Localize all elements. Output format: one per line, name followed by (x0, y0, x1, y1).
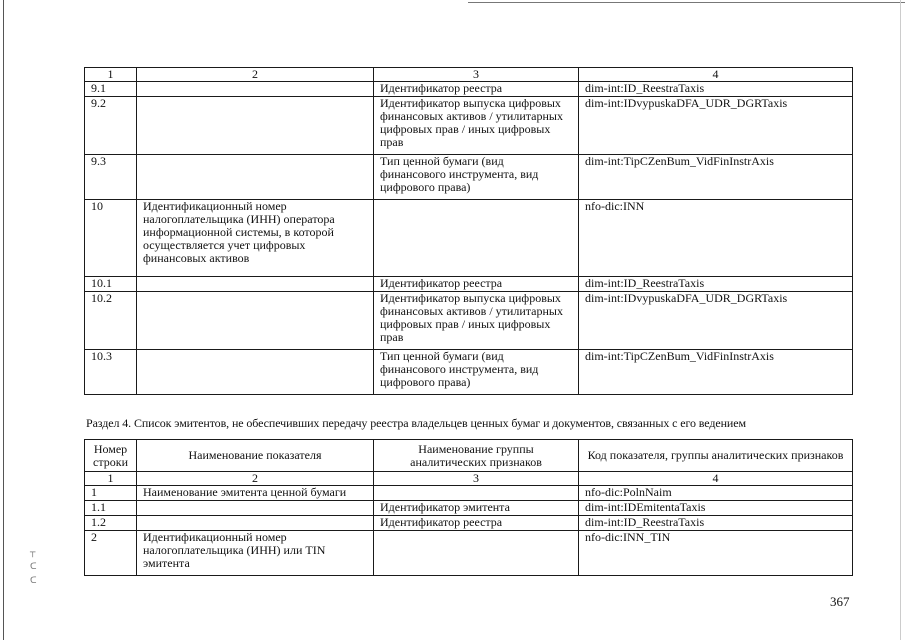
scan-left-edge (3, 0, 4, 640)
scan-right-edge (900, 0, 901, 640)
col-num-2: 2 (137, 68, 374, 82)
indicator-name: Наименование эмитента ценной бумаги (137, 486, 374, 501)
indicator-name: Идентификационный номер налогоплательщика (ИНН) оператора информационной системы, в которой осуществляется учет цифровых финансовых активов (137, 200, 374, 277)
analytic-group-name: Тип ценной бумаги (вид финансового инструмента, вид цифрового права) (374, 155, 579, 200)
row-number: 9.3 (85, 155, 137, 200)
page-number: 367 (830, 594, 850, 609)
analytic-group-name: Тип ценной бумаги (вид финансового инструмента, вид цифрового права) (374, 350, 579, 395)
row-number: 10.2 (85, 292, 137, 350)
col-num-2: 2 (137, 472, 374, 486)
col-num-4: 4 (579, 68, 853, 82)
row-number: 1 (85, 486, 137, 501)
column-number-row (85, 472, 853, 486)
analytic-group-name: Идентификатор выпуска цифровых финансовых активов / утилитарных цифровых прав / иных цифровых прав (374, 97, 579, 155)
indicator-code: dim-int:ID_ReestraTaxis (579, 82, 853, 97)
table-row (85, 155, 853, 200)
section-4-title: Раздел 4. Список эмитентов, не обеспечивших передачу реестра владельцев ценных бумаг и документов, связанных с его ведением (86, 416, 746, 430)
col-num-3: 3 (374, 68, 579, 82)
col-num-3: 3 (374, 472, 579, 486)
indicator-code: dim-int:TipCZenBum_VidFinInstrAxis (579, 350, 853, 395)
indicator-name: Идентификационный номер налогоплательщика (ИНН) или TIN эмитента (137, 531, 374, 576)
scan-margin-mark: ᑕ (30, 562, 37, 572)
table-row (85, 277, 853, 292)
header-indicator-code: Код показателя, группы аналитических признаков (579, 440, 853, 472)
indicator-name (137, 155, 374, 200)
row-number: 10 (85, 200, 137, 277)
row-number: 1.2 (85, 516, 137, 531)
indicator-code: dim-int:ID_ReestraTaxis (579, 516, 853, 531)
table-row (85, 486, 853, 501)
indicator-name (137, 292, 374, 350)
indicators-table-section4 (84, 439, 853, 576)
table-row (85, 292, 853, 350)
table-row (85, 97, 853, 155)
row-number: 10.1 (85, 277, 137, 292)
indicator-name (137, 516, 374, 531)
table-row (85, 82, 853, 97)
row-number: 2 (85, 531, 137, 576)
scan-margin-mark: ᑕ (30, 576, 37, 586)
indicator-name (137, 277, 374, 292)
column-number-row (85, 68, 853, 82)
row-number: 1.1 (85, 501, 137, 516)
header-indicator-name: Наименование показателя (137, 440, 374, 472)
analytic-group-name: Идентификатор реестра (374, 82, 579, 97)
col-num-4: 4 (579, 472, 853, 486)
indicator-code: nfo-dic:INN_TIN (579, 531, 853, 576)
table-row (85, 501, 853, 516)
indicator-name (137, 82, 374, 97)
scan-margin-mark: ┬ (30, 548, 36, 558)
indicator-code: nfo-dic:INN (579, 200, 853, 277)
indicator-name (137, 501, 374, 516)
scan-top-edge (468, 2, 905, 3)
header-row (85, 440, 853, 472)
header-analytic-group: Наименование группы аналитических признаков (374, 440, 579, 472)
table-row (85, 200, 853, 277)
indicator-name (137, 350, 374, 395)
table-row (85, 516, 853, 531)
analytic-group-name: Идентификатор выпуска цифровых финансовых активов / утилитарных цифровых прав / иных цифровых прав (374, 292, 579, 350)
analytic-group-name: Идентификатор реестра (374, 516, 579, 531)
analytic-group-name: Идентификатор реестра (374, 277, 579, 292)
analytic-group-name (374, 531, 579, 576)
indicator-name (137, 97, 374, 155)
row-number: 9.2 (85, 97, 137, 155)
table-row (85, 350, 853, 395)
indicator-code: dim-int:ID_ReestraTaxis (579, 277, 853, 292)
row-number: 10.3 (85, 350, 137, 395)
table-row (85, 531, 853, 576)
col-num-1: 1 (85, 68, 137, 82)
row-number: 9.1 (85, 82, 137, 97)
header-row-number: Номер строки (85, 440, 137, 472)
indicator-code: dim-int:TipCZenBum_VidFinInstrAxis (579, 155, 853, 200)
indicator-code: nfo-dic:PolnNaim (579, 486, 853, 501)
indicator-code: dim-int:IDEmitentaTaxis (579, 501, 853, 516)
analytic-group-name (374, 486, 579, 501)
indicator-code: dim-int:IDvypuskaDFA_UDR_DGRTaxis (579, 97, 853, 155)
analytic-group-name (374, 200, 579, 277)
analytic-group-name: Идентификатор эмитента (374, 501, 579, 516)
indicator-code: dim-int:IDvypuskaDFA_UDR_DGRTaxis (579, 292, 853, 350)
indicators-table-section3 (84, 67, 853, 395)
col-num-1: 1 (85, 472, 137, 486)
